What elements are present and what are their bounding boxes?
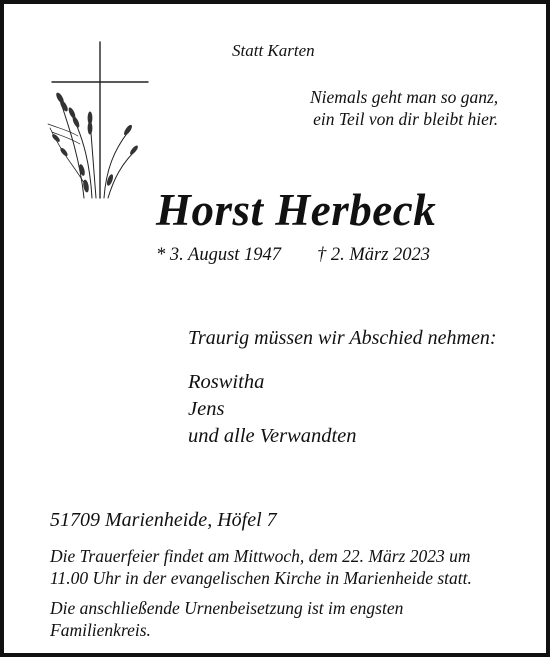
motto-line: ein Teil von dir bleibt hier. xyxy=(313,109,499,129)
family-address: 51709 Marienheide, Höfel 7 xyxy=(50,509,277,531)
birth-date: * 3. August 1947 xyxy=(156,245,282,265)
ceremony-info xyxy=(50,545,472,589)
motto-line: Niemals geht man so ganz, xyxy=(310,87,499,107)
ceremony-line: 11.00 Uhr in der evangelischen Kirche in Marienheide statt. xyxy=(50,568,472,588)
urn-line: Familienkreis. xyxy=(50,620,151,640)
mourners-list xyxy=(188,369,357,450)
statt-karten-label: Statt Karten xyxy=(232,41,315,60)
mourner-name: Jens xyxy=(188,398,225,420)
death-date: † 2. März 2023 xyxy=(317,245,431,265)
mourner-name: Roswitha xyxy=(188,371,265,393)
mourning-statement: Traurig müssen wir Abschied nehmen: xyxy=(188,327,497,349)
deceased-name: Horst Herbeck xyxy=(156,185,437,235)
urn-burial-info xyxy=(50,597,403,641)
urn-line: Die anschließende Urnenbeisetzung ist im engsten xyxy=(50,598,404,618)
ceremony-line: Die Trauerfeier findet am Mittwoch, dem 22. März 2023 um xyxy=(50,546,471,566)
motto-verse xyxy=(310,86,498,130)
mourner-name: und alle Verwandten xyxy=(188,425,357,447)
cross-with-wheat-icon xyxy=(44,40,154,200)
